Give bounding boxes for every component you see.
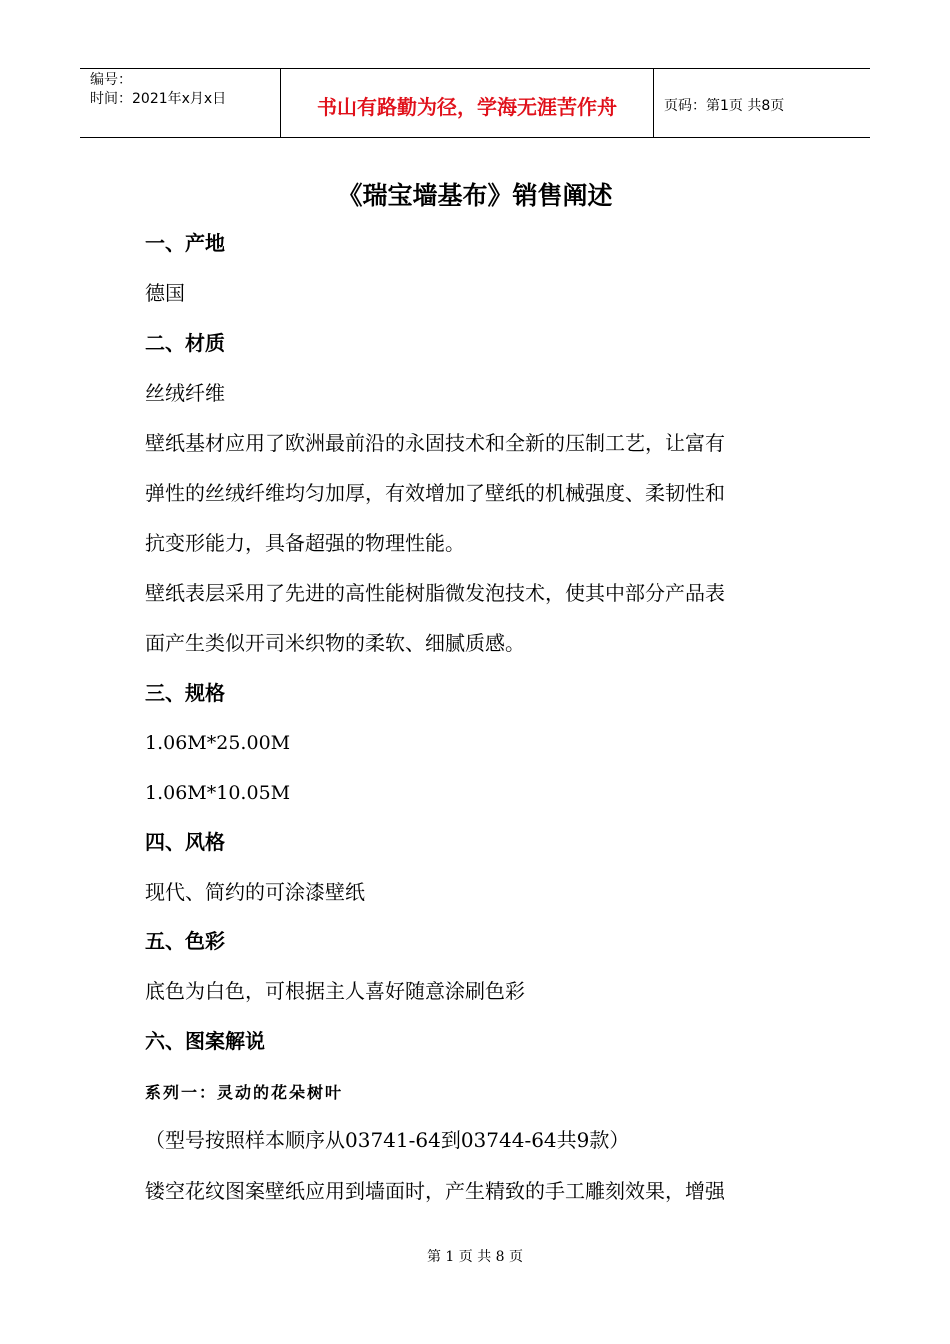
section-heading-style: 四、风格 bbox=[145, 830, 225, 854]
paragraph-line: （型号按照样本顺序从03741-64到03744-64共9款） bbox=[145, 1128, 630, 1152]
paragraph-line: 现代、简约的可涂漆壁纸 bbox=[145, 880, 365, 904]
paragraph-line: 丝绒纤维 bbox=[145, 381, 225, 405]
page-footer: 第 1 页 共 8 页 bbox=[426, 1249, 524, 1265]
number-label: 编号： bbox=[90, 72, 132, 88]
section-heading-origin: 一、产地 bbox=[145, 231, 225, 255]
paragraph-line: 面产生类似开司米织物的柔软、细腻质感。 bbox=[145, 631, 525, 655]
section-heading-color: 五、色彩 bbox=[145, 929, 225, 953]
section-heading-pattern: 六、图案解说 bbox=[145, 1029, 265, 1053]
section-heading-material: 二、材质 bbox=[145, 331, 225, 355]
time-label: 时间：2021年x月x日 bbox=[90, 91, 227, 107]
paragraph-line: 弹性的丝绒纤维均匀加厚，有效增加了壁纸的机械强度、柔韧性和 bbox=[145, 481, 725, 505]
paragraph-line: 德国 bbox=[145, 281, 185, 305]
header-page-info: 页码：第1页 共8页 bbox=[664, 98, 785, 114]
section-heading-spec: 三、规格 bbox=[145, 681, 225, 705]
paragraph-line: 抗变形能力，具备超强的物理性能。 bbox=[145, 531, 465, 555]
series-title: 系列一：灵动的花朵树叶 bbox=[145, 1083, 344, 1102]
paragraph-line: 底色为白色，可根据主人喜好随意涂刷色彩 bbox=[145, 979, 525, 1003]
header-meta-cell bbox=[80, 69, 281, 137]
page-header bbox=[80, 68, 870, 138]
paragraph-line: 镂空花纹图案壁纸应用到墙面时，产生精致的手工雕刻效果，增强 bbox=[145, 1179, 725, 1203]
spec-line: 1.06M*25.00M bbox=[145, 732, 291, 754]
document-title: 《瑞宝墙基布》销售阐述 bbox=[337, 181, 613, 210]
header-motto: 书山有路勤为径，学海无涯苦作舟 bbox=[281, 69, 654, 137]
paragraph-line: 壁纸表层采用了先进的高性能树脂微发泡技术，使其中部分产品表 bbox=[145, 581, 725, 605]
spec-line: 1.06M*10.05M bbox=[145, 782, 291, 804]
paragraph-line: 壁纸基材应用了欧洲最前沿的永固技术和全新的压制工艺，让富有 bbox=[145, 431, 725, 455]
